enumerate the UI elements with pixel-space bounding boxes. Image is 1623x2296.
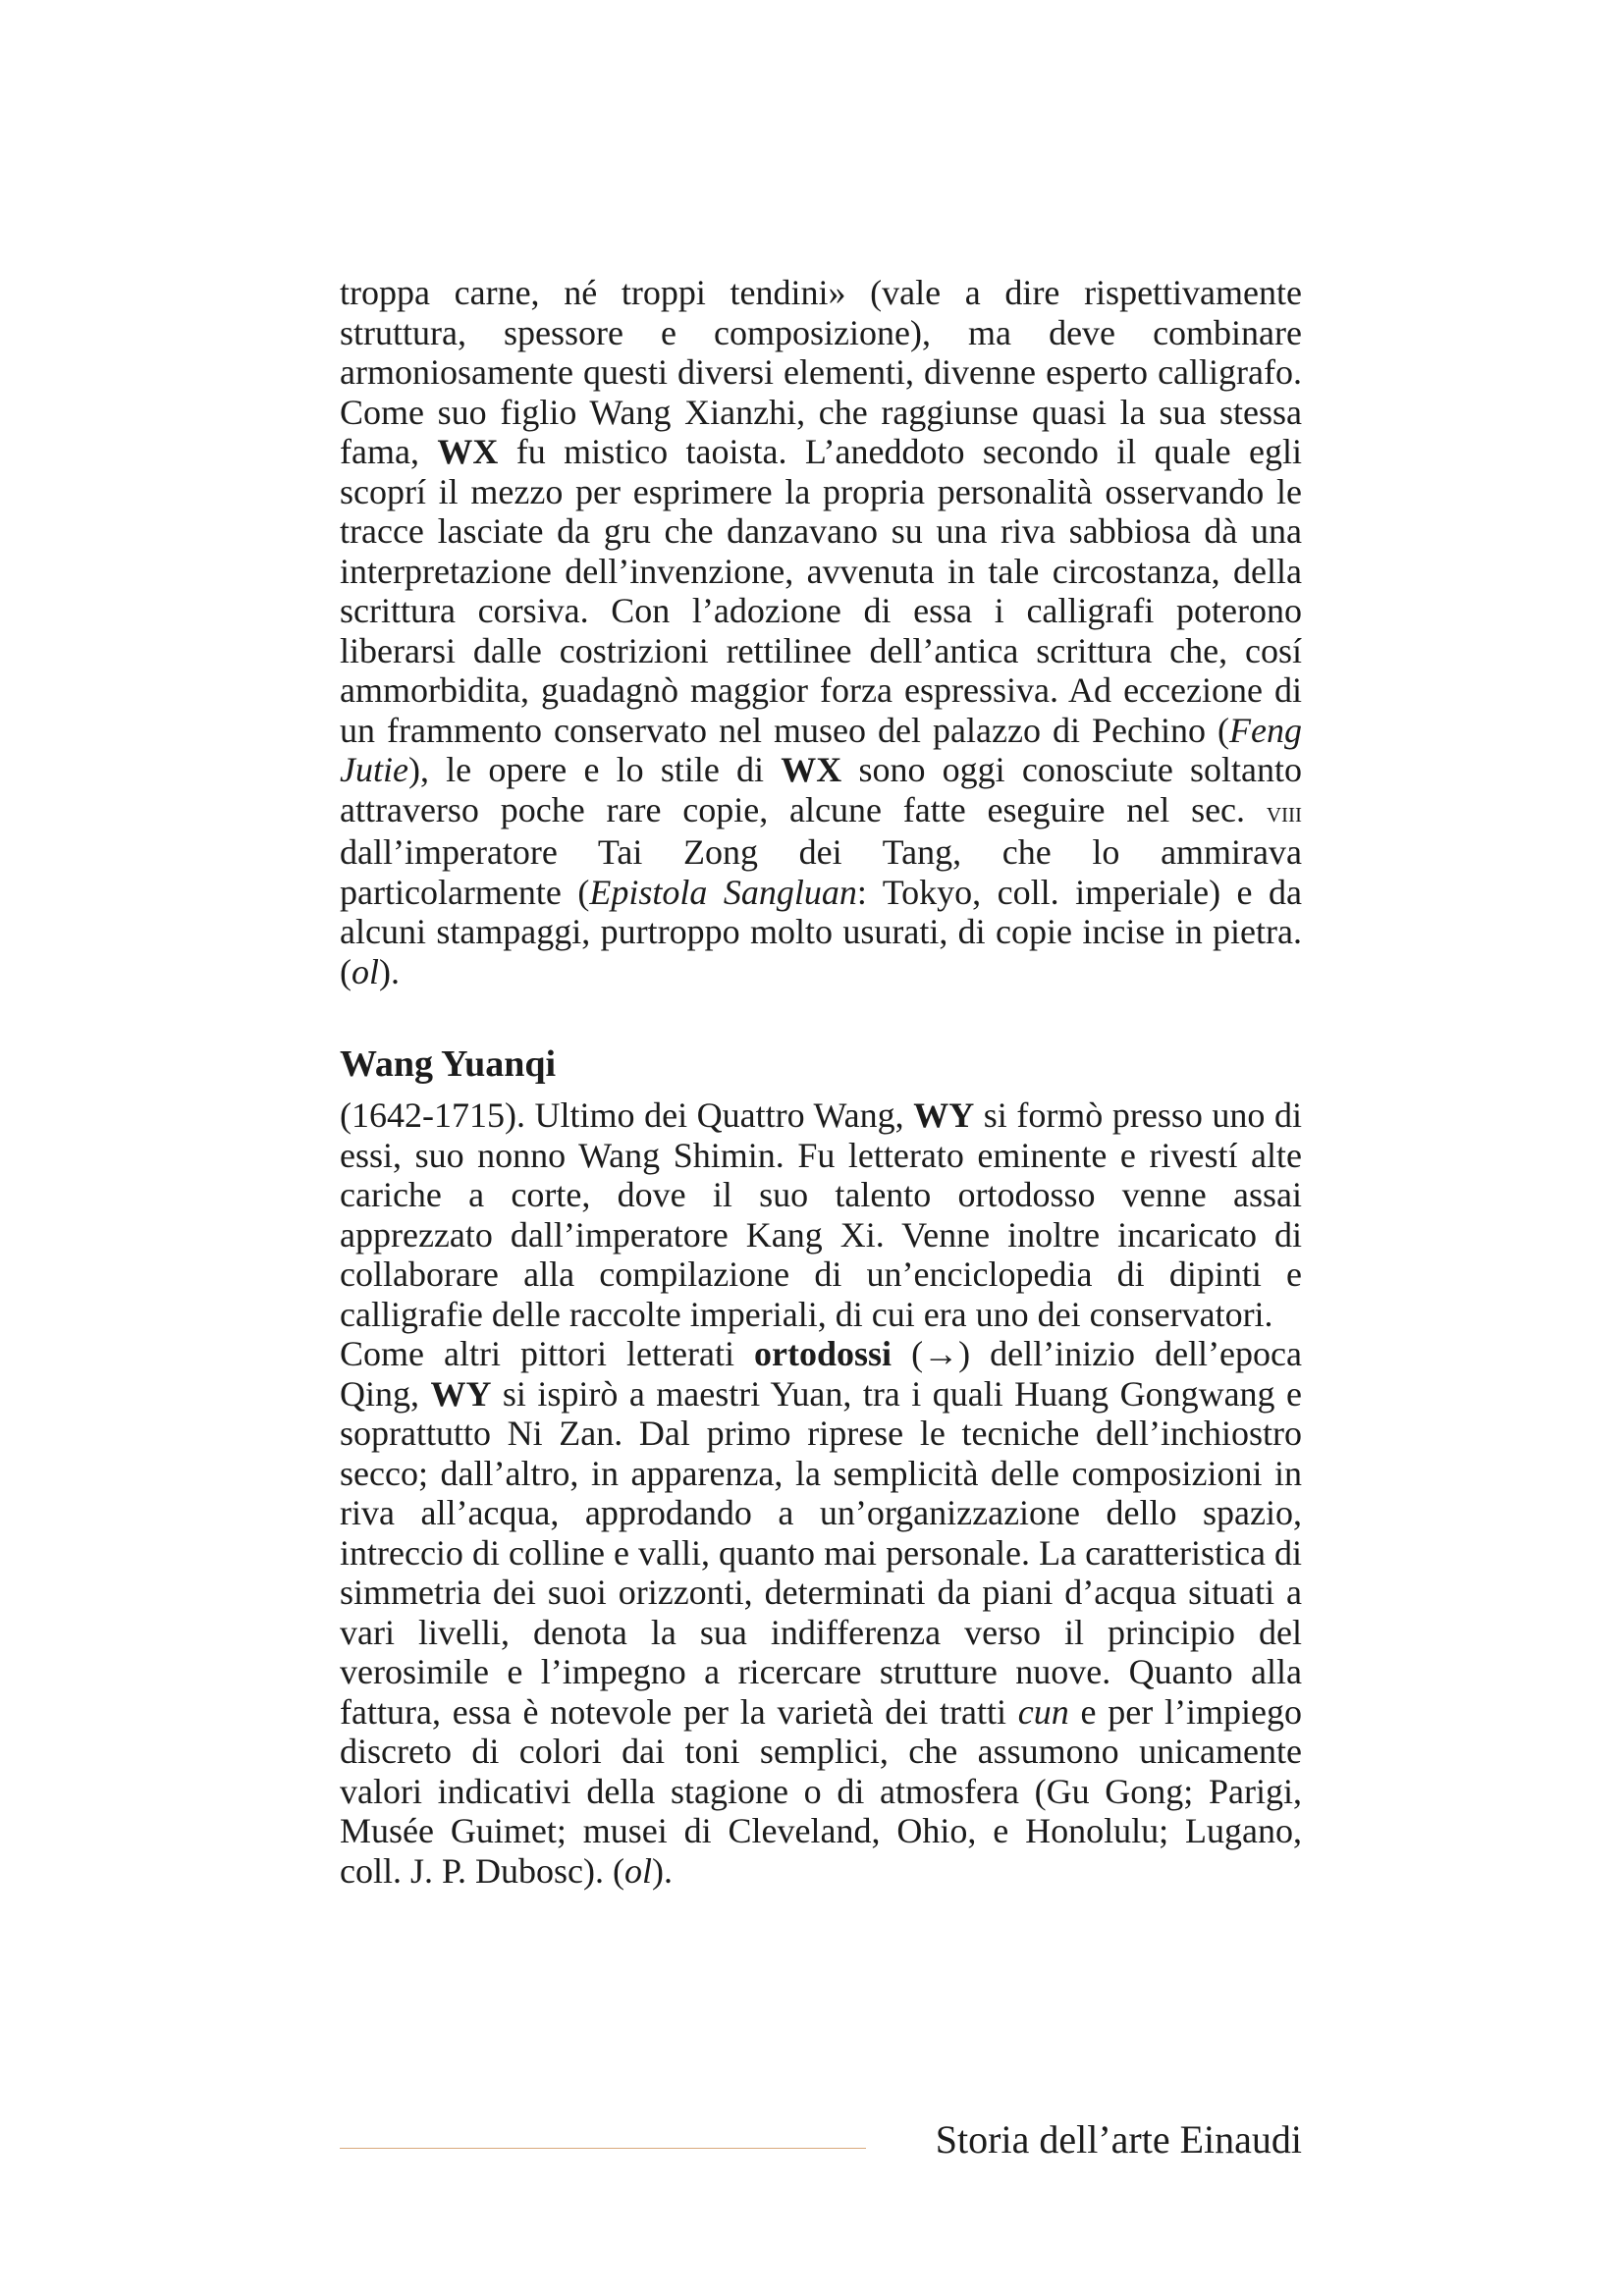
entry-paragraph: (1642-1715). Ultimo dei Quattro Wang, WY si formò presso uno di essi, suo nonno Wang Shimin. Fu letterato eminente e rivestí alte cariche a corte, dove il suo talento ortodosso venne assai apprezzato dall’imperatore Kang Xi. Venne inoltre incaricato di collaborare alla compilazione di un’enciclopedia di dipinti e calligrafie delle raccolte imperiali, di cui era uno dei conservatori. (340, 1095, 1303, 1334)
page-footer (340, 2116, 1302, 2163)
cross-reference-arrow: (→) (911, 1334, 971, 1373)
entry-paragraph: troppa carne, né troppi tendini» (vale a dire rispettivamente struttura, spessore e composizione), ma deve combinare armoniosamente questi diversi elementi, divenne esperto calligrafo. Come suo figlio Wang Xianzhi, che raggiunse quasi la sua stessa fama, WX fu mistico taoista. L’aneddoto secondo il quale egli scoprí il mezzo per esprimere la propria personalità osservando le tracce lasciate da gru che danzavano su una riva sabbiosa dà una interpretazione dell’invenzione, avvenuta in tale circostanza, della scrittura corsiva. Con l’adozione di essa i calligrafi poterono liberarsi dalle costrizioni rettilinee dell’antica scrittura che, cosí ammorbidita, guadagnò maggior forza espressiva. Ad eccezione di un frammento conservato nel museo del palazzo di Pechino (Feng Jutie), le opere e lo stile di WX sono oggi conosciute soltanto attraverso poche rare copie, alcune fatte eseguire nel sec. viii dall’imperatore Tai Zong dei Tang, che lo ammirava particolarmente (Epistola Sangluan: Tokyo, coll. imperiale) e da alcuni stampaggi, purtroppo molto usurati, di copie incise in pietra. (ol). (340, 273, 1302, 991)
cross-reference: ortodossi (754, 1334, 893, 1373)
publication-title: Storia dell’arte Einaudi (935, 2117, 1302, 2162)
abbreviation: WX (437, 432, 499, 471)
abbreviation: WY (913, 1095, 975, 1135)
entry-paragraph: Come altri pittori letterati ortodossi (→) dell’inizio dell’epoca Qing, WY si ispirò a maestri Yuan, tra i quali Huang Gongwang e soprattutto Ni Zan. Dal primo riprese le tecniche dell’inchiostro secco; dall’altro, in apparenza, la semplicità delle composizioni in riva all’acqua, approdando a un’organizzazione dello spazio, intreccio di colline e valli, quanto mai personale. La caratteristica di simmetria dei suoi orizzonti, determinati da piani d’acqua situati a vari livelli, denota la sua indifferenza verso il principio del verosimile e l’impegno a ricercare strutture nuove. Quanto alla fattura, essa è notevole per la varietà dei tratti cun e per l’impiego discreto di colori dai toni semplici, che assumono unicamente valori indicativi della stagione o di atmosfera (Gu Gong; Parigi, Musée Guimet; musei di Cleveland, Ohio, e Honolulu; Lugano, coll. J. P. Dubosc). (ol). (340, 1334, 1303, 1891)
century-numeral: viii (1266, 795, 1302, 828)
artwork-title: Epistola Sangluan (589, 872, 857, 912)
technical-term: cun (1017, 1691, 1069, 1732)
author-initials: ol (624, 1850, 653, 1891)
footer-rule (340, 2148, 866, 2149)
entry-title: Wang Yuanqi (340, 1043, 557, 1085)
author-initials: ol (352, 951, 380, 991)
abbreviation: WY (430, 1373, 492, 1414)
abbreviation: WX (781, 750, 842, 789)
page-body (340, 273, 1302, 1891)
artwork-title: Feng Jutie (340, 710, 1302, 789)
